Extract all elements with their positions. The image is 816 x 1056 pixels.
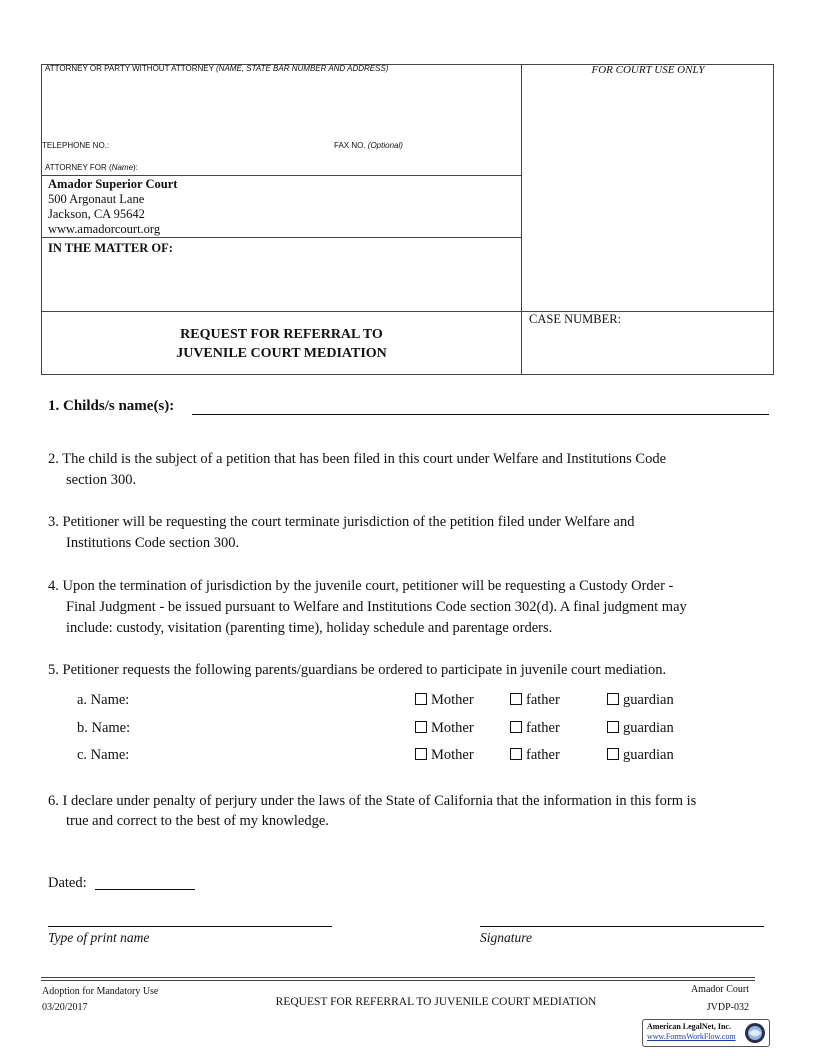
print-name-field[interactable]	[48, 926, 332, 927]
court-street: 500 Argonaut Lane	[48, 192, 145, 206]
dated-field[interactable]	[95, 889, 195, 890]
logo-company: American LegalNet, Inc.	[647, 1022, 731, 1031]
mother-checkbox[interactable]: Mother	[415, 718, 474, 739]
case-number-label: CASE NUMBER:	[529, 312, 622, 326]
court-use-label: FOR COURT USE ONLY	[591, 64, 705, 76]
parent-row-a	[77, 690, 717, 711]
print-name-label: Type of print name	[48, 930, 150, 945]
footer-adoption: Adoption for Mandatory Use	[42, 986, 159, 997]
checkbox-icon	[607, 693, 619, 705]
logo-url: www.FormsWorkFlow.com	[647, 1032, 736, 1041]
item6-text: 6. I declare under penalty of perjury under the laws of the State of California that the information in this form is true and correct to the best of my knowledge.	[48, 793, 697, 829]
item3-text: 3. Petitioner will be requesting the court terminate jurisdiction of the petition filed under Welfare and Institutions Code section 300.	[48, 514, 635, 551]
father-checkbox[interactable]: father	[510, 690, 560, 711]
footer-rule-bottom	[41, 980, 755, 981]
parent-row-b	[77, 718, 717, 739]
mother-checkbox[interactable]: Mother	[415, 745, 474, 766]
fax-label: FAX NO. (Optional)	[334, 141, 403, 150]
signature-field[interactable]	[480, 926, 764, 927]
checkbox-icon	[607, 748, 619, 760]
caption-divider-matter	[41, 237, 522, 238]
checkbox-icon	[415, 693, 427, 705]
parent-row-c	[77, 745, 717, 766]
caption-divider-title	[41, 311, 774, 312]
court-name: Amador Superior Court	[48, 177, 178, 191]
caption-divider-court	[41, 175, 522, 176]
parent-name-label: b. Name:	[77, 720, 131, 736]
checkbox-icon	[510, 721, 522, 733]
footer-court: Amador Court	[690, 984, 749, 995]
checkbox-icon	[510, 748, 522, 760]
father-checkbox[interactable]: father	[510, 718, 560, 739]
guardian-checkbox[interactable]: guardian	[607, 718, 674, 739]
footer-form-id: JVDP-032	[706, 1002, 749, 1013]
attorney-for-label: ATTORNEY FOR (Name):	[45, 163, 138, 172]
signature-label: Signature	[480, 930, 532, 945]
form-title: REQUEST FOR REFERRAL TO JUVENILE COURT MEDIATION	[176, 327, 387, 361]
footer-date: 03/20/2017	[42, 1002, 88, 1013]
dated-label: Dated:	[48, 875, 87, 891]
attorney-label: ATTORNEY OR PARTY WITHOUT ATTORNEY (NAME, STATE BAR NUMBER AND ADDRESS)	[45, 64, 389, 73]
court-city: Jackson, CA 95642	[48, 207, 145, 221]
child-name-field[interactable]	[192, 414, 769, 415]
guardian-checkbox[interactable]: guardian	[607, 745, 674, 766]
guardian-checkbox[interactable]: guardian	[607, 690, 674, 711]
item1-label: 1. Childs/s name(s):	[48, 398, 175, 414]
item5-text: 5. Petitioner requests the following parents/guardians be ordered to participate in juvenile court mediation.	[48, 662, 667, 678]
mother-checkbox[interactable]: Mother	[415, 690, 474, 711]
parent-name-label: c. Name:	[77, 747, 130, 763]
legalnet-logo[interactable]	[642, 1019, 770, 1047]
footer-title: REQUEST FOR REFERRAL TO JUVENILE COURT MEDIATION	[275, 996, 597, 1008]
matter-label: IN THE MATTER OF:	[48, 241, 173, 255]
footer-rule-top	[41, 977, 755, 978]
checkbox-icon	[607, 721, 619, 733]
checkbox-icon	[415, 748, 427, 760]
father-checkbox[interactable]: father	[510, 745, 560, 766]
court-address	[48, 177, 177, 237]
court-web: www.amadorcourt.org	[48, 222, 161, 236]
telephone-label: TELEPHONE NO.:	[42, 141, 110, 150]
checkbox-icon	[415, 721, 427, 733]
item2-text: 2. The child is the subject of a petition that has been filed in this court under Welfare and Institutions Code section 300.	[48, 451, 667, 488]
item4-text: 4. Upon the termination of jurisdiction by the juvenile court, petitioner will be requesting a Custody Order - Final Judgment - be issued pursuant to Welfare and Institutions Code section 302(d). A final judgment may include: custody, visitation (parenting time), holiday schedule and parentage orders.	[48, 578, 687, 636]
globe-icon	[744, 1022, 766, 1044]
parent-name-label: a. Name:	[77, 692, 130, 708]
checkbox-icon	[510, 693, 522, 705]
